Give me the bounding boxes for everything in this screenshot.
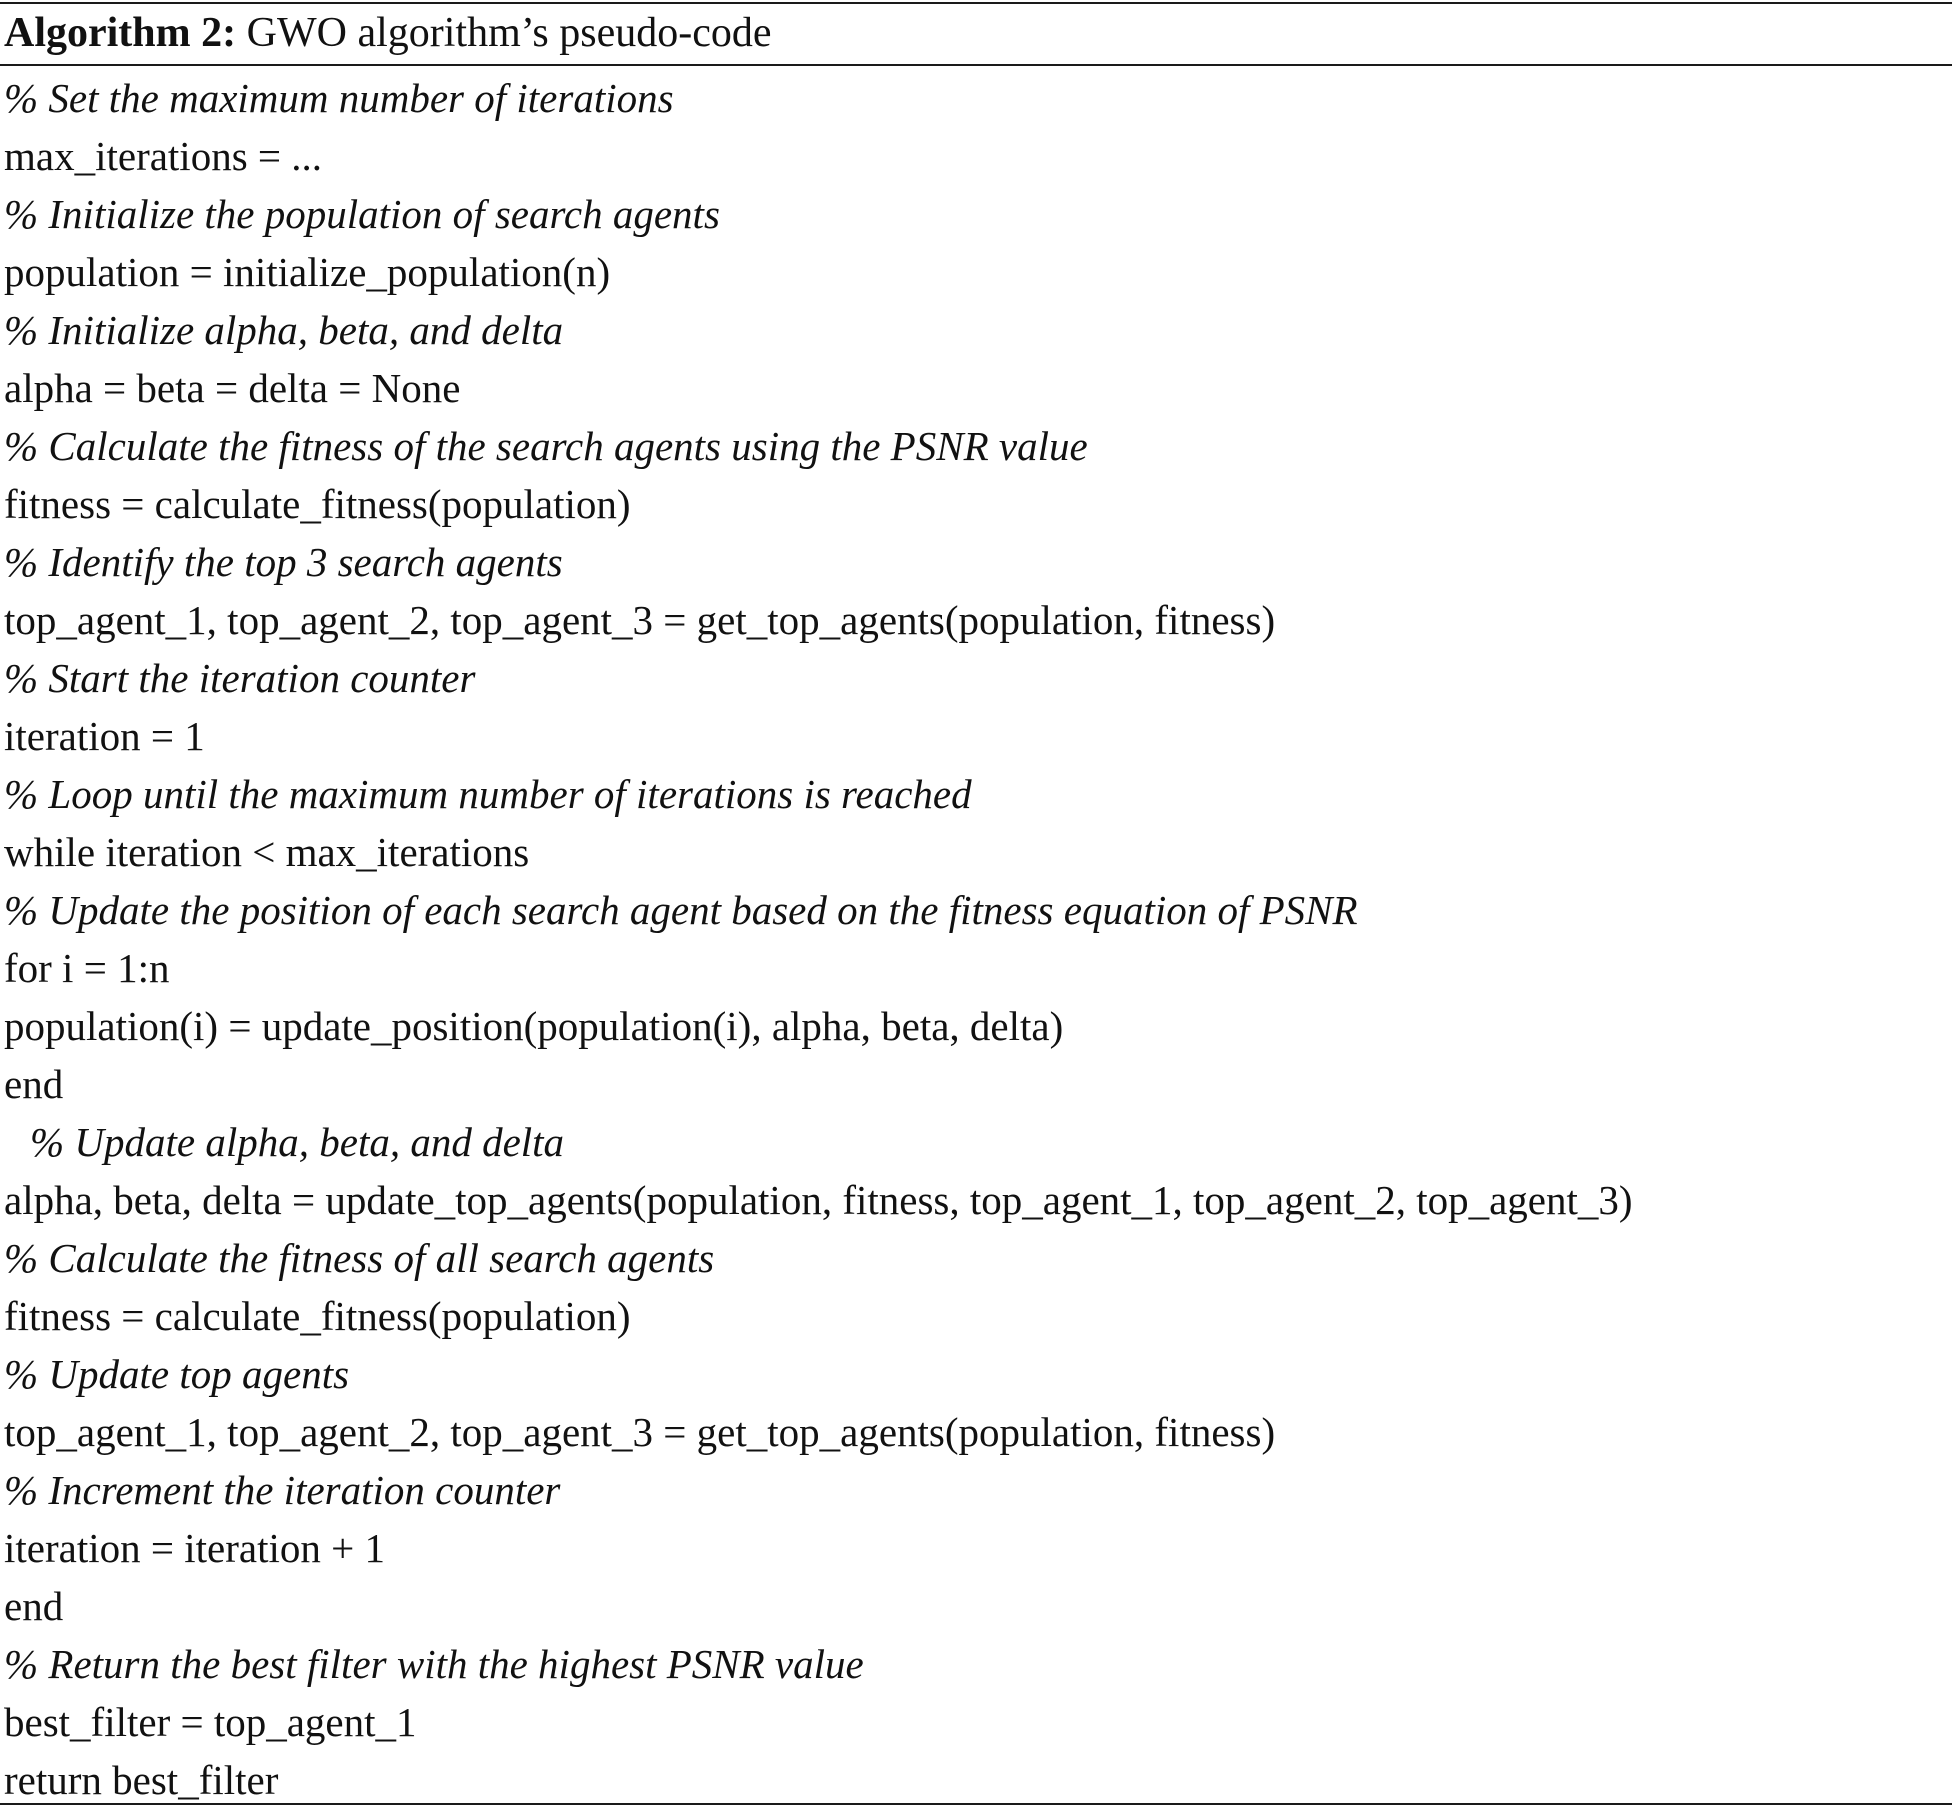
algorithm-caption bbox=[4, 4, 772, 62]
comment-line: % Update top agents bbox=[4, 1351, 350, 1397]
code-line: top_agent_1, top_agent_2, top_agent_3 = get_top_agents(population, fitness) bbox=[4, 1409, 1276, 1455]
comment-line: % Initialize alpha, beta, and delta bbox=[4, 307, 564, 353]
code-line: population = initialize_population(n) bbox=[4, 249, 611, 295]
comment-line: % Update alpha, beta, and delta bbox=[30, 1119, 565, 1165]
comment-line: % Return the best filter with the highest PSNR value bbox=[4, 1641, 864, 1687]
comment-line: % Identify the top 3 search agents bbox=[4, 539, 563, 585]
comment-line: % Initialize the population of search agents bbox=[4, 191, 720, 237]
code-line: iteration = iteration + 1 bbox=[4, 1525, 385, 1571]
code-line: population(i) = update_position(population(i), alpha, beta, delta) bbox=[4, 1003, 1064, 1049]
algorithm-label: Algorithm 2: bbox=[4, 10, 237, 56]
bottom-rule bbox=[0, 1803, 1952, 1805]
algorithm-title: GWO algorithm’s pseudo-code bbox=[246, 10, 772, 56]
code-line: fitness = calculate_fitness(population) bbox=[4, 1293, 631, 1339]
code-line: best_filter = top_agent_1 bbox=[4, 1699, 417, 1745]
code-line: alpha, beta, delta = update_top_agents(population, fitness, top_agent_1, top_agent_2, top_agent_3) bbox=[4, 1177, 1633, 1223]
code-line: iteration = 1 bbox=[4, 713, 205, 759]
code-line: return best_filter bbox=[4, 1757, 279, 1803]
comment-line: % Loop until the maximum number of iterations is reached bbox=[4, 771, 972, 817]
comment-line: % Update the position of each search agent based on the fitness equation of PSNR bbox=[4, 887, 1358, 933]
comment-line: % Calculate the fitness of all search agents bbox=[4, 1235, 715, 1281]
pseudo-code-lines bbox=[4, 69, 1952, 1809]
comment-line: % Set the maximum number of iterations bbox=[4, 75, 674, 121]
comment-line: % Calculate the fitness of the search agents using the PSNR value bbox=[4, 423, 1088, 469]
code-line: end bbox=[4, 1583, 64, 1629]
code-line: for i = 1:n bbox=[4, 945, 170, 991]
code-line: top_agent_1, top_agent_2, top_agent_3 = get_top_agents(population, fitness) bbox=[4, 597, 1276, 643]
code-line: end bbox=[4, 1061, 64, 1107]
code-line: fitness = calculate_fitness(population) bbox=[4, 481, 631, 527]
code-line: alpha = beta = delta = None bbox=[4, 365, 461, 411]
comment-line: % Start the iteration counter bbox=[4, 655, 476, 701]
code-line: while iteration < max_iterations bbox=[4, 829, 530, 875]
code-line: max_iterations = ... bbox=[4, 133, 323, 179]
comment-line: % Increment the iteration counter bbox=[4, 1467, 561, 1513]
caption-rule bbox=[0, 64, 1952, 66]
